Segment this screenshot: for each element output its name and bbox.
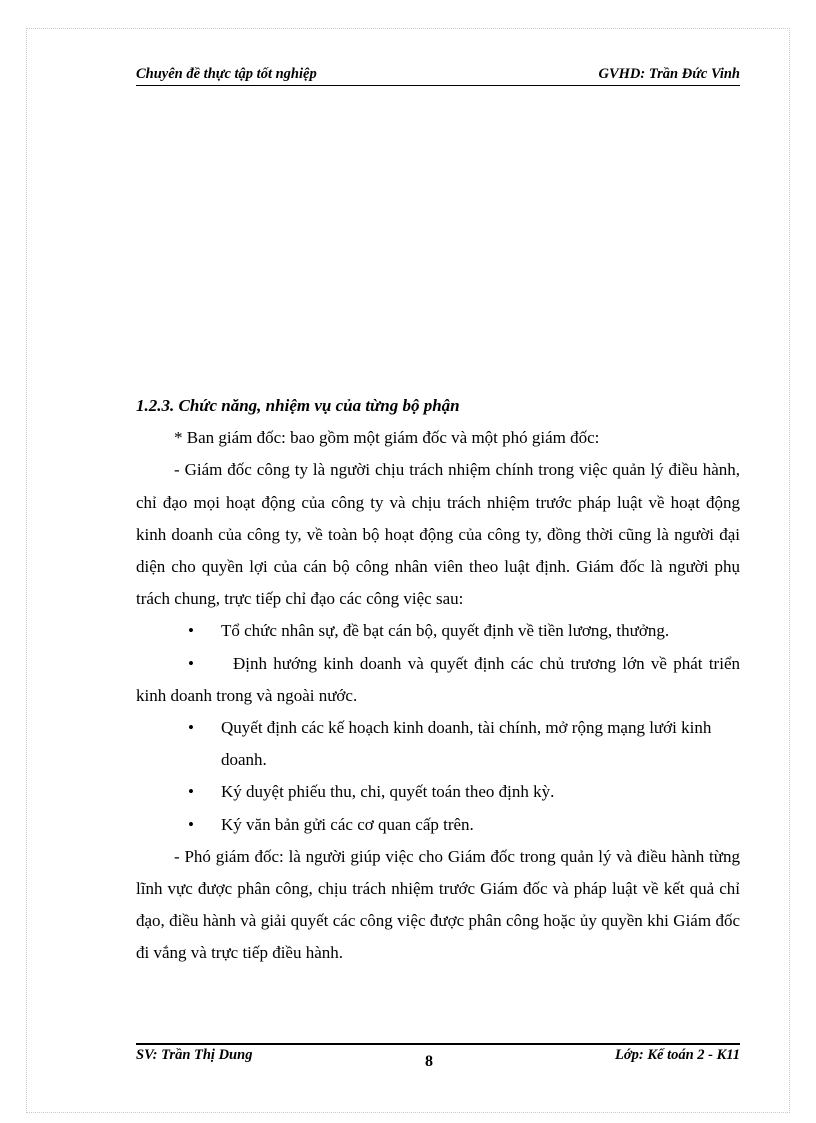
- list-item: [136, 712, 740, 776]
- header-topic: Chuyên đề thực tập tốt nghiệp: [136, 66, 317, 82]
- board-intro: * Ban giám đốc: bao gồm một giám đốc và một phó giám đốc:: [174, 428, 600, 448]
- page-header: [136, 66, 740, 86]
- footer-student: SV: Trần Thị Dung: [136, 1047, 253, 1063]
- bullet-icon: •: [188, 782, 194, 802]
- bullet-icon: •: [188, 621, 194, 641]
- list-item: [136, 648, 740, 712]
- header-supervisor: GVHD: Trần Đức Vinh: [598, 66, 740, 82]
- header-divider: [136, 85, 740, 86]
- bullet-icon: •: [188, 814, 194, 834]
- list-item-text: Định hướng kinh doanh và quyết định các chủ trương lớn về phát triển kinh doanh trong và ngoài nước.: [136, 653, 740, 705]
- list-item: [136, 809, 740, 841]
- page-number: 8: [425, 1053, 433, 1070]
- list-item-text: Ký văn bản gửi các cơ quan cấp trên.: [221, 814, 474, 834]
- deputy-paragraph: - Phó giám đốc: là người giúp việc cho Giám đốc trong quản lý và điều hành từng lĩnh vực được phân công, chịu trách nhiệm trước Giám đốc và pháp luật về kết quả chỉ đạo, điều hành và giải quyết các công việc được phân công hoặc ủy quyền khi Giám đốc đi vắng và trực tiếp điều hành.: [136, 846, 740, 963]
- list-item-text: Tổ chức nhân sự, đề bạt cán bộ, quyết định về tiền lương, thưởng.: [221, 621, 670, 641]
- footer-class: Lớp: Kế toán 2 - K11: [615, 1047, 740, 1063]
- director-paragraph: - Giám đốc công ty là người chịu trách nhiệm chính trong việc quản lý điều hành, chỉ đạo mọi hoạt động của công ty và chịu trách nhiệm trước pháp luật về hoạt động kinh doanh của công ty, về toàn bộ hoạt động của công ty, đồng thời cũng là người đại diện cho quyền lợi của cán bộ công nhân viên theo luật định. Giám đốc là người phụ trách chung, trực tiếp chỉ đạo các công việc sau:: [136, 460, 740, 609]
- list-item: [136, 776, 740, 808]
- section-heading: 1.2.3. Chức năng, nhiệm vụ của từng bộ phận: [136, 396, 460, 415]
- bullet-icon: •: [188, 653, 194, 673]
- document-body: [136, 390, 740, 970]
- list-item: [136, 615, 740, 647]
- footer-divider: [136, 1043, 740, 1045]
- bullet-icon: •: [188, 718, 194, 738]
- list-item-text: Ký duyệt phiếu thu, chi, quyết toán theo định kỳ.: [221, 782, 555, 802]
- page-footer: [136, 1047, 740, 1071]
- list-item-text: Quyết định các kế hoạch kinh doanh, tài chính, mở rộng mạng lưới kinh doanh.: [221, 718, 712, 770]
